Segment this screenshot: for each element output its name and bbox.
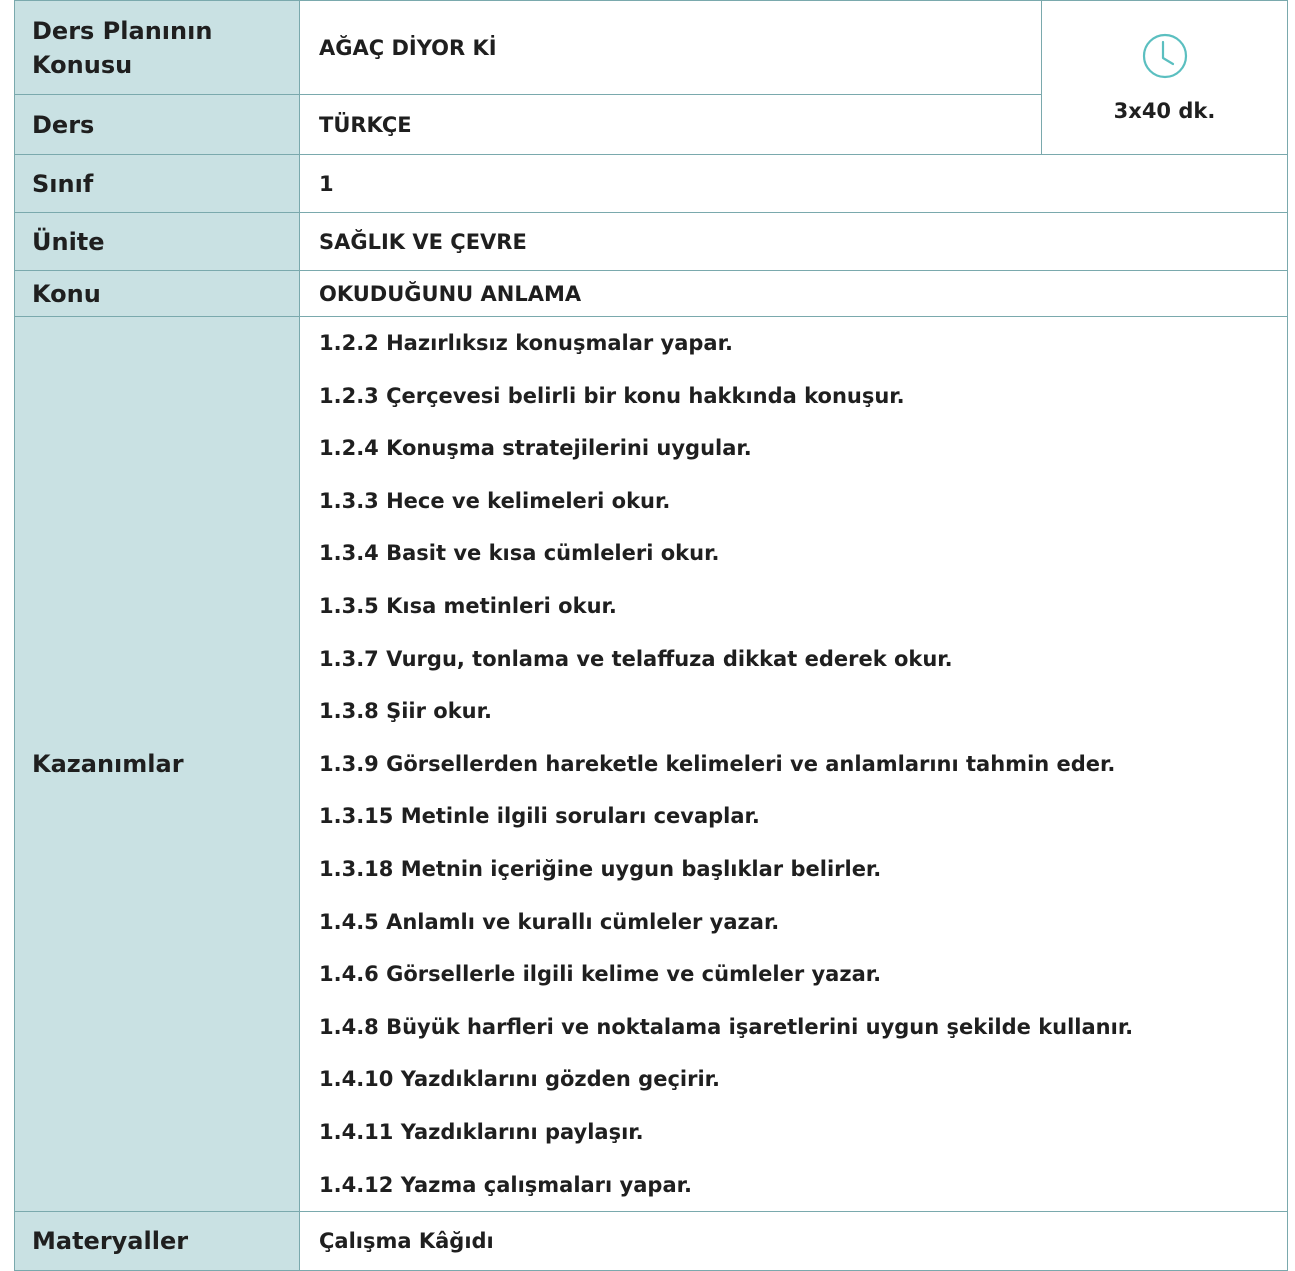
unite-value: SAĞLIK VE ÇEVRE <box>300 213 1288 271</box>
sinif-label: Sınıf <box>15 155 300 213</box>
konu-label: Konu <box>15 271 300 317</box>
kazanim-item: 1.2.3 Çerçevesi belirli bir konu hakkında konuşur. <box>319 383 905 408</box>
kazanim-item: 1.4.8 Büyük harfleri ve noktalama işaretlerini uygun şekilde kullanır. <box>319 1014 1134 1039</box>
kazanimlar-list <box>319 317 1287 1211</box>
topic-row <box>15 1 1288 95</box>
kazanim-item: 1.3.8 Şiir okur. <box>319 699 492 724</box>
kazanim-item: 1.4.11 Yazdıklarını paylaşır. <box>319 1119 644 1144</box>
kazanim-item: 1.4.5 Anlamlı ve kurallı cümleler yazar. <box>319 909 780 934</box>
topic-label: Ders Planının Konusu <box>15 1 300 95</box>
unite-label: Ünite <box>15 213 300 271</box>
unite-row <box>15 213 1288 271</box>
duration-text: 3x40 dk. <box>1113 98 1216 123</box>
kazanimlar-row <box>15 317 1288 1212</box>
kazanim-item: 1.2.2 Hazırlıksız konuşmalar yapar. <box>319 331 733 355</box>
ders-label: Ders <box>15 95 300 155</box>
kazanim-item: 1.3.5 Kısa metinleri okur. <box>319 593 617 618</box>
materyaller-value: Çalışma Kâğıdı <box>300 1212 1288 1271</box>
duration-cell <box>1042 1 1288 155</box>
kazanim-item: 1.4.10 Yazdıklarını gözden geçirir. <box>319 1067 720 1092</box>
kazanim-item: 1.3.15 Metinle ilgili soruları cevaplar. <box>319 804 760 829</box>
clock-icon <box>1142 33 1188 79</box>
kazanim-item: 1.3.7 Vurgu, tonlama ve telaffuza dikkat ederek okur. <box>319 646 953 671</box>
konu-value: OKUDUĞUNU ANLAMA <box>300 271 1288 317</box>
sinif-value: 1 <box>300 155 1288 213</box>
topic-value: AĞAÇ DİYOR Kİ <box>300 1 1042 95</box>
kazanim-item: 1.4.12 Yazma çalışmaları yapar. <box>319 1172 692 1197</box>
kazanim-item: 1.3.18 Metnin içeriğine uygun başlıklar belirler. <box>319 856 882 881</box>
materyaller-label: Materyaller <box>15 1212 300 1271</box>
sinif-row <box>15 155 1288 213</box>
kazanimlar-label: Kazanımlar <box>15 317 300 1212</box>
ders-value: TÜRKÇE <box>300 95 1042 155</box>
konu-row <box>15 271 1288 317</box>
kazanim-item: 1.3.9 Görsellerden hareketle kelimeleri ve anlamlarını tahmin eder. <box>319 751 1116 776</box>
kazanimlar-value <box>300 317 1288 1212</box>
kazanim-item: 1.3.4 Basit ve kısa cümleleri okur. <box>319 541 720 566</box>
kazanim-item: 1.2.4 Konuşma stratejilerini uygular. <box>319 436 752 461</box>
lesson-plan-table <box>14 0 1288 1271</box>
materyaller-row <box>15 1212 1288 1271</box>
kazanim-item: 1.4.6 Görsellerle ilgili kelime ve cümleler yazar. <box>319 962 882 987</box>
kazanim-item: 1.3.3 Hece ve kelimeleri okur. <box>319 488 671 513</box>
